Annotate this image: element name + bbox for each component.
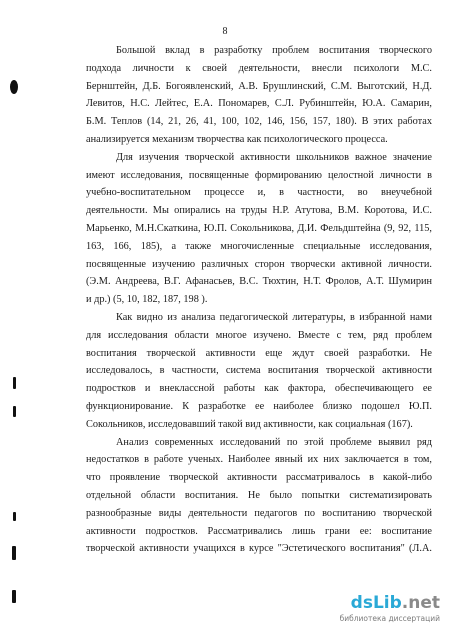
text-line: имеют исследования, посвященные формированию целостной личности в xyxy=(86,169,432,181)
scan-mark xyxy=(13,377,16,389)
text-line: Большой вклад в разработку проблем воспитания творческого xyxy=(116,45,432,56)
text-line: подхода личности к своей деятельности, внесли психологи М.С. xyxy=(86,62,432,74)
text-line: разнообразные виды деятельности педагогов по воспитанию творческой xyxy=(86,507,432,519)
logo-brand: dsLib.net xyxy=(350,593,440,613)
text-line: учебно-воспитательном процессе и, в частности, во внеучебной xyxy=(86,187,432,199)
text-line: деятельности. Мы опирались на труды Н.Р. Атутова, В.М. Коротова, И.С. xyxy=(86,205,432,217)
text-line: подростков и внеклассной работы как фактора, обеспечивающего ее xyxy=(86,383,432,395)
logo-tagline: библиотека диссертаций xyxy=(339,614,440,623)
text-line: Сокольников, исследовавший такой вид активности, как социальная (167). xyxy=(86,418,413,430)
text-line: Левитов, Н.С. Лейтес, Е.А. Пономарев, С.Л. Рубинштейн, Ю.А. Самарин, xyxy=(86,98,432,110)
text-line: (Э.М. Андреева, В.Г. Афанасьев, В.С. Тюхтин, Н.Т. Фролов, А.Т. Шумирин xyxy=(86,276,432,288)
text-line: посвященные изучению различных сторон творчески активной личности. xyxy=(86,258,432,270)
watermark-logo xyxy=(322,593,440,627)
text-line: творческой активности учащихся в курсе "Эстетического воспитания" (Л.А. xyxy=(86,543,432,555)
text-line: отдельной области воспитания. Не было попытки систематизировать xyxy=(86,489,432,501)
text-line: воспитания творческой активности еще ждут своей разработки. Не xyxy=(86,347,432,359)
page-number: 8 xyxy=(222,26,228,37)
scan-mark xyxy=(13,406,16,417)
text-line: функционирование. К разработке ее наиболее близко подошел Ю.П. xyxy=(86,400,432,412)
scan-mark xyxy=(13,512,16,521)
body-text xyxy=(86,42,432,558)
text-line: анализируется механизм творчества как психологического процесса. xyxy=(86,133,388,145)
text-line: недостатков в работе ученых. Наиболее явный их них заключается в том, xyxy=(86,454,432,466)
scan-mark xyxy=(12,590,16,603)
text-line: 163, 166, 185), а также многочисленные специальные исследования, xyxy=(86,240,432,252)
scan-mark xyxy=(10,80,18,94)
text-line: что проявление творческой активности рассматривалось в какой-либо xyxy=(86,472,432,484)
text-line: активности подростков. Рассматривались лишь грани ее: воспитание xyxy=(86,525,432,537)
text-line: и др.) (5, 10, 182, 187, 198 ). xyxy=(86,294,208,306)
text-line: Как видно из анализа педагогической литературы, в избранной нами xyxy=(116,311,432,323)
text-line: Б.М. Теплов (14, 21, 26, 41, 100, 102, 146, 156, 157, 180). В этих работах xyxy=(86,116,432,128)
scan-mark xyxy=(12,546,16,560)
text-line: Анализ современных исследований по этой проблеме выявил ряд xyxy=(116,436,432,448)
text-line: Бернштейн, Д.Б. Богоявленский, А.В. Брушлинский, С.М. Выготский, Н.Д. xyxy=(86,80,432,92)
text-line: для исследования области многое изучено. Вместе с тем, ряд проблем xyxy=(86,329,432,341)
text-line: Для изучения творческой активности школьников важное значение xyxy=(116,151,432,163)
text-line: Марьенко, М.Н.Скаткина, Ю.П. Сокольникова, Д.И. Фельдштейна (9, 92, 115, xyxy=(86,222,432,234)
text-line: исследовалось, в частности, система воспитания творческой активности xyxy=(86,365,432,377)
